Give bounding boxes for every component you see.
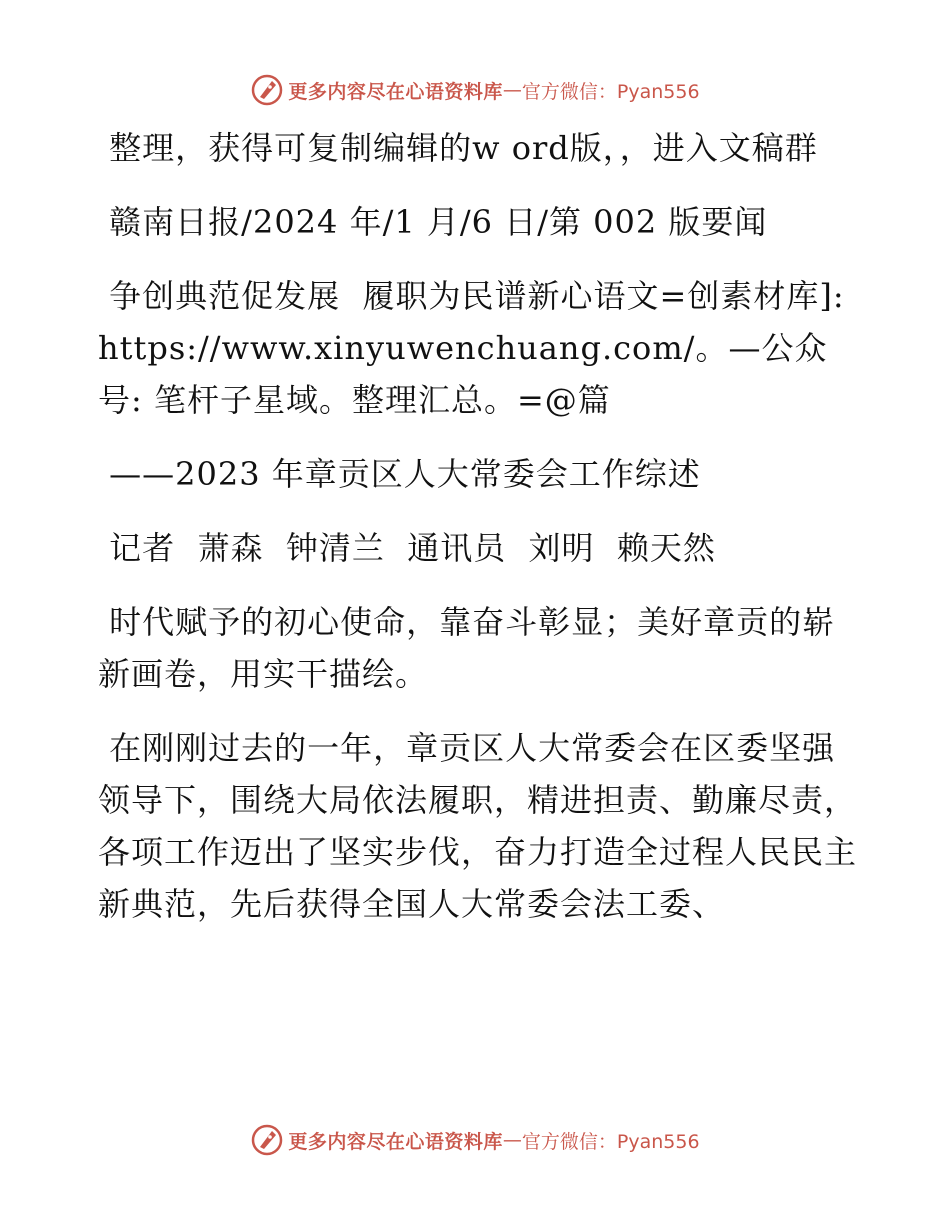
watermark-text: 更多内容尽在心语资料库 [288,1130,503,1153]
paragraph-source-line: 赣南日报/2024 年/1 月/6 日/第 002 版要闻 [98,203,768,241]
paragraph-subtitle: ——2023 年章贡区人大常委会工作综述 [98,455,701,493]
watermark-wechat: 官方微信：Pyan556 [521,1130,700,1153]
watermark-dash: — [502,79,522,101]
paragraph-headline: 争创典范促发展 履职为民谱新心语文=创素材库]: https://www.xinyuwenchuang.com/。—公众号: 笔杆子星域。整理汇总。=@篇 [98,277,856,419]
document-body [98,122,858,952]
paragraph-body: 在刚刚过去的一年，章贡区人大常委会在区委坚强领导下，围绕大局依法履职，精进担责、勤廉尽责，各项工作迈出了坚实步伐，奋力打造全过程人民民主新典范，先后获得全国人大常委会法工委、 [98,729,858,923]
footer-watermark [0,1120,950,1160]
pen-nib-logo-icon [250,1123,284,1157]
header-watermark [0,70,950,110]
paragraph-intro: 整理，获得可复制编辑的w ord版，，进入文稿群 [98,129,818,167]
watermark-wechat: 官方微信：Pyan556 [521,80,700,103]
paragraph-byline: 记者 萧森 钟清兰 通讯员 刘明 赖天然 [98,529,716,567]
watermark-text: 更多内容尽在心语资料库 [288,80,503,103]
watermark-dash: — [502,1129,522,1151]
paragraph-lead: 时代赋予的初心使命，靠奋斗彰显；美好章贡的崭新画卷，用实干描绘。 [98,603,836,693]
pen-nib-logo-icon [250,73,284,107]
